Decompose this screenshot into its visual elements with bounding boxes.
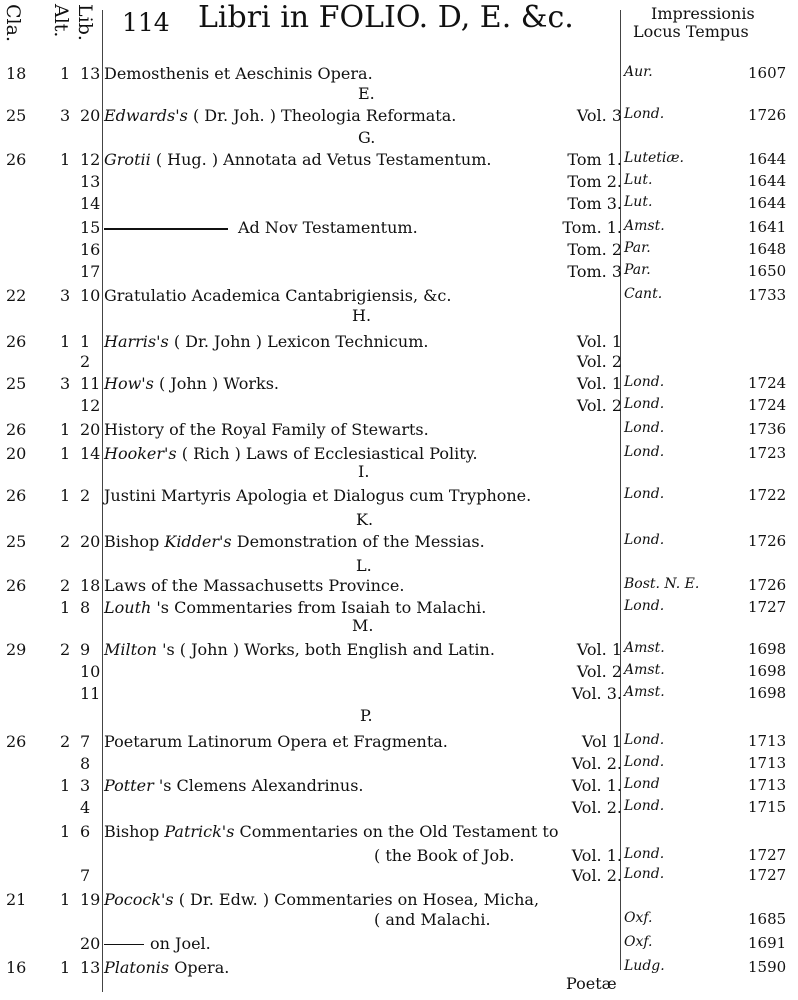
cla-number: 26 [6,420,27,439]
catalogue-row [0,218,798,240]
catalogue-row [0,598,798,620]
cla-number: 26 [6,732,27,751]
lib-number: 17 [80,262,101,281]
volume-label: Vol. 1. [571,776,622,795]
imprint-place: Amst. [624,684,665,700]
imprint-year: 1644 [748,194,787,212]
imprint-place: Aur. [624,64,653,80]
volume-label: Vol. 1 [576,332,622,351]
author-name: Edwards's [104,106,188,125]
catalogue-row [0,798,798,820]
imprint-place: Amst. [624,640,665,656]
imprint-place: Par. [624,240,651,256]
catalogue-row [0,910,798,932]
volume-label: Vol. 2. [571,754,622,773]
book-title [104,332,428,351]
imprint-place: Lond. [624,866,665,882]
book-title [104,732,448,751]
lib-number: 14 [80,444,101,463]
catalogue-row [0,262,798,284]
book-title [104,598,486,617]
catalogue-row [0,352,798,374]
catalogue-row [0,576,798,598]
imprint-year: 1685 [748,910,787,928]
alt-number: 1 [60,486,71,505]
lib-number: 12 [80,150,101,169]
book-title [104,64,373,83]
volume-label: Tom. 2 [567,240,622,259]
title-prefix: Bishop [104,822,160,841]
alt-number: 1 [60,444,71,463]
section-letter: H. [352,306,372,325]
column-header-lib: Lib. [74,4,96,41]
volume-label: Vol. 2 [576,352,622,371]
cla-number: 29 [6,640,27,659]
catalogue-row [0,890,798,912]
alt-number: 1 [60,420,71,439]
title-text: ( Dr. John ) Lexicon Technicum. [173,332,429,351]
imprint-year: 1713 [748,754,787,772]
imprint-year: 1713 [748,732,787,750]
cla-number: 22 [6,286,27,305]
catalogue-row [0,444,798,466]
alt-number: 2 [60,576,71,595]
book-title [104,106,456,125]
volume-label: Vol. 2 [576,662,622,681]
title-text: 's ( John ) Works, both English and Latin. [162,640,495,659]
book-title [104,576,404,595]
title-text: History of the Royal Family of Stewarts. [104,420,429,439]
section-letter: I. [358,462,370,481]
volume-label: Tom 3. [567,194,622,213]
alt-number: 1 [60,150,71,169]
alt-number: 3 [60,374,71,393]
catalogue-row [0,866,798,888]
title-text: ( the Book of Job. [374,846,515,865]
ditto-rule [104,228,228,230]
catalogue-row [0,486,798,508]
title-text: on Joel. [150,934,211,953]
author-name: Hooker's [104,444,177,463]
book-title [104,150,491,169]
book-title [104,374,279,393]
imprint-year: 1644 [748,150,787,168]
imprint-year: 1724 [748,374,787,392]
author-name: Grotii [104,150,151,169]
author-name: Kidder's [164,532,232,551]
book-title [104,934,211,953]
catalogue-row [0,286,798,308]
alt-number: 3 [60,286,71,305]
lib-number: 1 [80,332,91,351]
lib-number: 6 [80,822,91,841]
imprint-place: Amst. [624,662,665,678]
lib-number: 16 [80,240,101,259]
alt-number: 1 [60,64,71,83]
title-text: Opera. [174,958,230,977]
volume-label: Tom 1. [567,150,622,169]
page-title: Libri in FOLIO. D, E. &c. [198,0,574,35]
imprint-year: 1698 [748,684,787,702]
title-text: Poetarum Latinorum Opera et Fragmenta. [104,732,448,751]
alt-number: 1 [60,776,71,795]
imprint-year: 1726 [748,576,787,594]
imprint-year: 1650 [748,262,787,280]
imprint-year: 1713 [748,776,787,794]
lib-number: 7 [80,732,91,751]
imprint-year: 1648 [748,240,787,258]
imprint-year: 1726 [748,106,787,124]
catalogue-row [0,532,798,554]
alt-number: 2 [60,640,71,659]
catalogue-row [0,662,798,684]
lib-number: 8 [80,754,91,773]
imprint-year: 1736 [748,420,787,438]
catalogue-row [0,396,798,418]
cla-number: 25 [6,374,27,393]
imprint-year: 1722 [748,486,787,504]
imprint-year: 1733 [748,286,787,304]
author-name: How's [104,374,154,393]
lib-number: 13 [80,172,101,191]
author-name: Patrick's [164,822,235,841]
imprint-year: 1698 [748,640,787,658]
imprint-year: 1698 [748,662,787,680]
alt-number: 2 [60,732,71,751]
imprint-place: Lut. [624,172,653,188]
title-text: ( John ) Works. [158,374,280,393]
catalogue-row [0,754,798,776]
cla-number: 20 [6,444,27,463]
section-letter: L. [356,556,372,575]
catalogue-row [0,374,798,396]
catalogue-row [0,194,798,216]
imprint-place: Lut. [624,194,653,210]
alt-number: 1 [60,822,71,841]
book-title [104,640,495,659]
title-text: Commentaries on the Old Testament to [239,822,559,841]
title-text: Laws of the Massachusetts Province. [104,576,405,595]
catalogue-row [0,822,798,844]
book-title [104,890,539,909]
volume-label: Tom 2. [567,172,622,191]
volume-label: Vol. 2. [571,866,622,885]
imprint-place: Lond. [624,444,665,460]
imprint-year: 1727 [748,866,787,884]
book-title [104,444,478,463]
cla-number: 16 [6,958,27,977]
catalogue-row [0,934,798,956]
lib-number: 4 [80,798,91,817]
book-title [374,910,491,929]
title-text: Demosthenis et Aeschinis Opera. [104,64,373,83]
imprint-year: 1691 [748,934,787,952]
book-title [104,958,229,977]
imprint-place: Lond. [624,532,665,548]
lib-number: 20 [80,420,101,439]
imprint-place: Cant. [624,286,663,302]
book-title [104,822,558,841]
lib-number: 2 [80,352,91,371]
imprint-place: Lond. [624,396,665,412]
imprint-year: 1727 [748,598,787,616]
book-title [104,420,429,439]
lib-number: 12 [80,396,101,415]
catalogue-row [0,420,798,442]
imprint-year: 1590 [748,958,787,976]
imprint-place: Lond. [624,754,665,770]
volume-label: Vol. 2. [571,798,622,817]
lib-number: 11 [80,684,101,703]
imprint-place: Lond [624,776,660,792]
author-name: Harris's [104,332,169,351]
imprint-year: 1724 [748,396,787,414]
lib-number: 8 [80,598,91,617]
title-text: 's Clemens Alexandrinus. [158,776,364,795]
catalogue-row [0,732,798,754]
alt-number: 1 [60,598,71,617]
alt-number: 1 [60,958,71,977]
title-text: Ad Nov Testamentum. [238,218,418,237]
catchword: Poetæ [566,974,617,993]
lib-number: 7 [80,866,91,885]
imprint-place: Ludg. [624,958,665,974]
lib-number: 2 [80,486,91,505]
catalogue-row [0,240,798,262]
section-letter: E. [358,84,375,103]
book-title [104,532,485,551]
title-text: ( Dr. Joh. ) Theologia Reformata. [192,106,457,125]
alt-number: 1 [60,890,71,909]
title-text: 's Commentaries from Isaiah to Malachi. [156,598,487,617]
book-title [104,218,418,237]
catalogue-row [0,150,798,172]
section-letter: P. [360,706,373,725]
book-title [104,776,364,795]
cla-number: 25 [6,106,27,125]
alt-number: 3 [60,106,71,125]
lib-number: 9 [80,640,91,659]
catalogue-row [0,846,798,868]
imprint-place: Lond. [624,732,665,748]
imprint-place: Lond. [624,106,665,122]
catalogue-row [0,958,798,980]
title-text: Gratulatio Academica Cantabrigiensis, &c. [104,286,452,305]
volume-label: Vol. 2 [576,396,622,415]
title-prefix: Bishop [104,532,160,551]
lib-number: 15 [80,218,101,237]
cla-number: 26 [6,576,27,595]
alt-number: 1 [60,332,71,351]
catalogue-row [0,106,798,128]
book-title [104,286,451,305]
imprint-place: Amst. [624,218,665,234]
author-name: Louth [104,598,152,617]
section-letter: K. [356,510,374,529]
lib-number: 11 [80,374,101,393]
volume-label: Vol. 3 [576,106,622,125]
imprint-year: 1644 [748,172,787,190]
volume-label: Vol. 1 [576,374,622,393]
title-text: ( Dr. Edw. ) Commentaries on Hosea, Micha, [178,890,540,909]
lib-number: 20 [80,106,101,125]
catalogue-row [0,776,798,798]
volume-label: Tom. 1. [562,218,622,237]
lib-number: 19 [80,890,101,909]
author-name: Milton [104,640,157,659]
imprint-year: 1607 [748,64,787,82]
author-name: Potter [104,776,154,795]
book-title [104,486,531,505]
alt-number: 2 [60,532,71,551]
lib-number: 14 [80,194,101,213]
imprint-place: Lond. [624,598,665,614]
catalogue-row [0,684,798,706]
cla-number: 26 [6,332,27,351]
volume-label: Vol 1 [581,732,622,751]
imprint-place: Lond. [624,420,665,436]
imprint-place: Lond. [624,486,665,502]
cla-number: 21 [6,890,27,909]
lib-number: 10 [80,662,101,681]
volume-label: Tom. 3 [567,262,622,281]
imprint-year: 1641 [748,218,787,236]
volume-label: Vol. 3. [571,684,622,703]
lib-number: 3 [80,776,91,795]
lib-number: 20 [80,934,101,953]
ditto-rule [104,944,144,945]
imprint-place: Lutetiæ. [624,150,684,166]
author-name: Pocock's [104,890,174,909]
page-number: 114 [122,8,170,37]
title-text: ( Hug. ) Annotata ad Vetus Testamentum. [155,150,492,169]
lib-number: 13 [80,64,101,83]
imprint-year: 1715 [748,798,787,816]
imprint-year: 1723 [748,444,787,462]
section-letter: G. [358,128,376,147]
imprint-place: Lond. [624,846,665,862]
catalogue-row [0,172,798,194]
title-text: ( and Malachi. [374,910,491,929]
author-name: Platonis [104,958,170,977]
imprint-place: Lond. [624,798,665,814]
imprint-year: 1727 [748,846,787,864]
cla-number: 26 [6,486,27,505]
column-header-alt: Alt. [50,4,72,38]
imprint-place: Oxf. [624,934,653,950]
lib-number: 18 [80,576,101,595]
cla-number: 25 [6,532,27,551]
title-text: Justini Martyris Apologia et Dialogus cum Tryphone. [104,486,532,505]
volume-label: Vol. 1. [571,846,622,865]
catalogue-row [0,640,798,662]
title-text: ( Rich ) Laws of Ecclesiastical Polity. [181,444,478,463]
volume-label: Vol. 1 [576,640,622,659]
book-title [374,846,514,865]
locus-tempus-header: Locus Tempus [633,22,749,41]
lib-number: 13 [80,958,101,977]
cla-number: 26 [6,150,27,169]
column-header-cla: Cla. [2,4,24,42]
catalogue-row [0,64,798,86]
imprint-place: Lond. [624,374,665,390]
lib-number: 10 [80,286,101,305]
lib-number: 20 [80,532,101,551]
impressionis-header: Impressionis [651,4,755,23]
title-text: Demonstration of the Messias. [236,532,485,551]
section-letter: M. [352,616,374,635]
imprint-place: Par. [624,262,651,278]
imprint-place: Bost. N. E. [624,576,700,592]
imprint-year: 1726 [748,532,787,550]
cla-number: 18 [6,64,27,83]
catalogue-row [0,332,798,354]
imprint-place: Oxf. [624,910,653,926]
